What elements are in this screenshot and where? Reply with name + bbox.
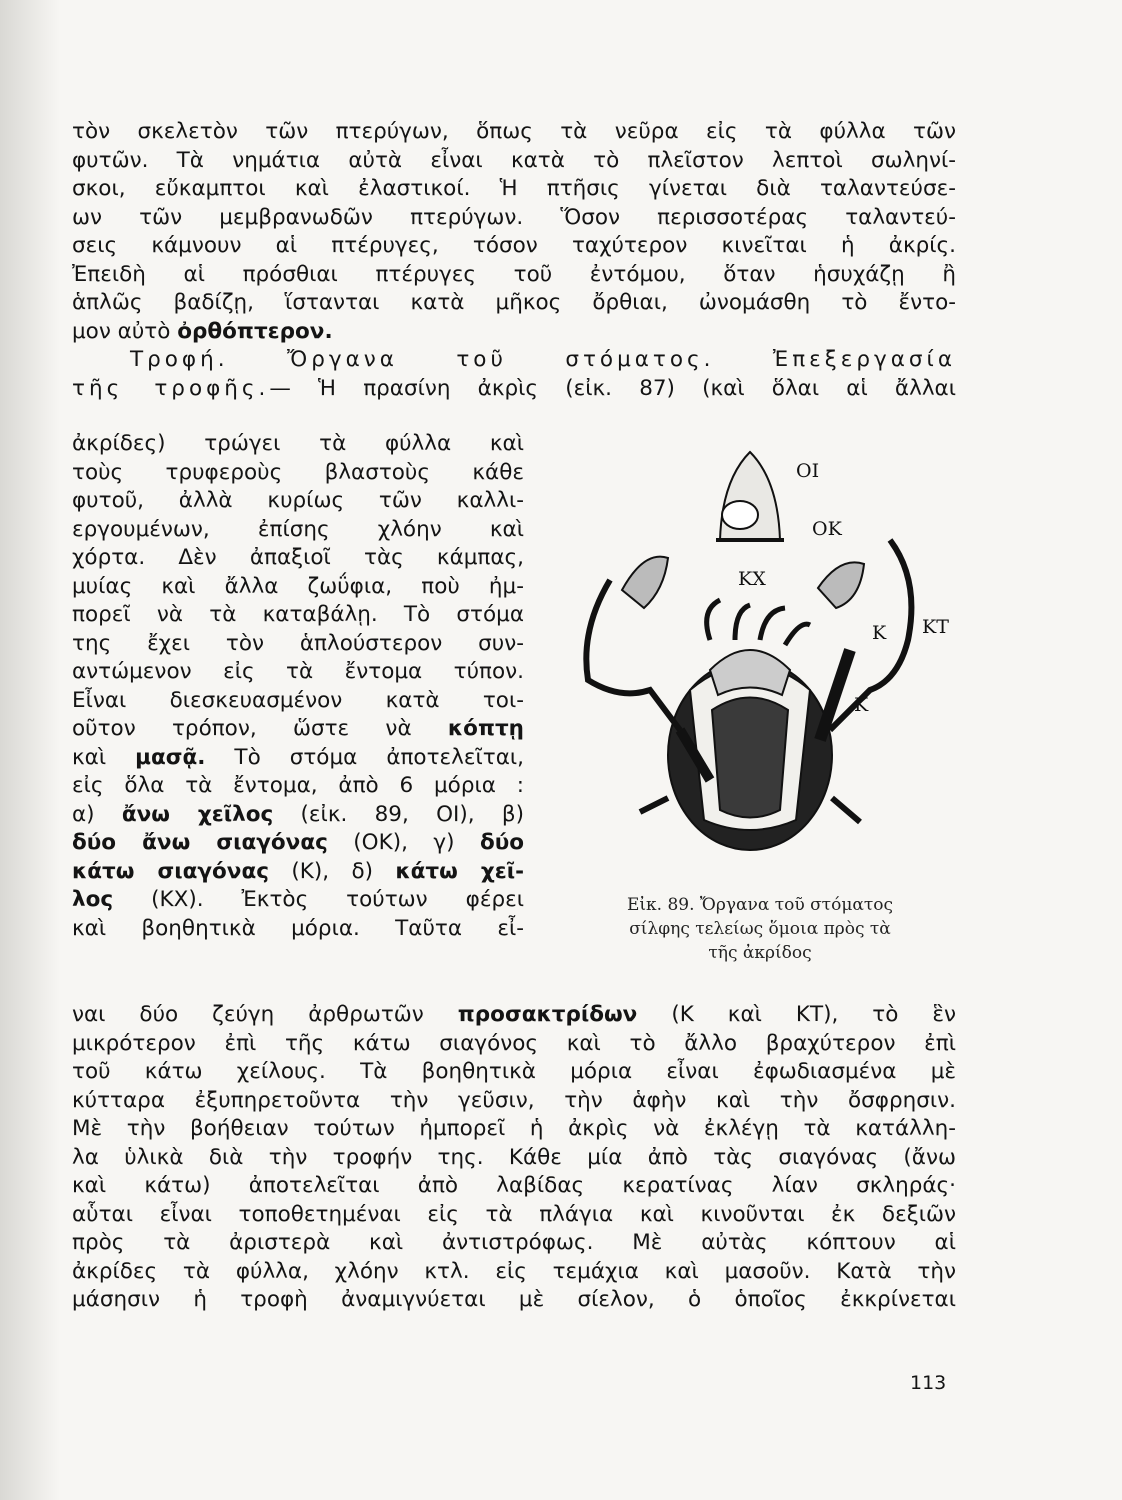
text-line: ων τῶν μεμβρανωδῶν πτερύγων. Ὅσον περισσοτέρας ταλαντεύ-	[72, 204, 956, 230]
text-line: κάτω σιαγόνας (Κ), δ) κάτω χεῖ-	[72, 858, 524, 884]
text-line: οῦτον τρόπον, ὥστε νὰ κόπτῃ	[72, 716, 524, 741]
top-text-block	[72, 118, 956, 403]
left-column-text	[72, 430, 524, 943]
lower-lip-shape	[710, 650, 790, 695]
text-line: της ἔχει τὸν ἁπλούστερον συν-	[72, 630, 524, 656]
text-line: φυτοῦ, ἀλλὰ κυρίως τῶν καλλι-	[72, 488, 524, 513]
text-line: τῆς τροφῆς.— Ἡ πρασίνη ἀκρὶς (εἰκ. 87) (καὶ ὅλαι αἱ ἄλλαι	[72, 375, 956, 401]
text-line: εἰς ὅλα τὰ ἔντομα, ἀπὸ 6 μόρια :	[72, 773, 524, 798]
figure-caption	[590, 893, 930, 965]
text-line: δύο ἄνω σιαγόνας (ΟΚ), γ) δύο	[72, 830, 524, 855]
text-line: σεις κάμνουν αἱ πτέρυγες, τόσον ταχύτερον κινεῖται ἡ ἀκρίς.	[72, 233, 956, 258]
text-line: τοὺς τρυφεροὺς βλαστοὺς κάθε	[72, 459, 524, 485]
section-heading: Τροφή. Ὄργανα τοῦ στόματος. Ἐπεξεργασία	[130, 347, 956, 372]
text-line: φυτῶν. Τὰ νημάτια αὐτὰ εἶναι κατὰ τὸ πλεῖστον λεπτοὶ σωληνί-	[72, 147, 956, 173]
label-upper-lip: ΟΙ	[796, 460, 820, 482]
text-line: σκοι, εὔκαμπτοι καὶ ἐλαστικοί. Ἡ πτῆσις γίνεται διὰ ταλαντεύσε-	[72, 176, 956, 201]
text-line: αὗται εἶναι τοποθετημέναι εἰς τὰ πλάγια καὶ κινοῦνται ἐκ δεξιῶν	[72, 1201, 956, 1227]
labial-palps	[707, 600, 810, 645]
text-line: καὶ κάτω) ἀποτελεῖται ἀπὸ λαβίδας κερατίνας λίαν σκληράς·	[72, 1173, 956, 1198]
right-mandible-shape	[818, 562, 864, 608]
label-upper-jaws: ΟΚ	[812, 518, 842, 540]
label-lower-lip: ΚΧ	[738, 568, 766, 590]
left-mandible-shape	[622, 557, 668, 608]
text-line: μυίας καὶ ἄλλα ζωΰφια, ποὺ ἠμ-	[72, 573, 524, 599]
text-line: χόρτα. Δὲν ἀπαξιοῖ τὰς κάμπας,	[72, 545, 524, 570]
caption-line: Εἰκ. 89. Ὄργανα τοῦ στόματος	[626, 895, 894, 915]
text-line: Μὲ τὴν βοήθειαν τούτων ἠμπορεῖ ἡ ἀκρὶς νὰ ἐκλέγῃ τὰ κατάλλη-	[72, 1116, 956, 1141]
text-line: ἀκρίδες τὰ φύλλα, χλόην κτλ. εἰς τεμάχια καὶ μασοῦν. Κατὰ τὴν	[72, 1258, 956, 1284]
text-line: καὶ μασᾷ. Τὸ στόμα ἀποτελεῖται,	[72, 744, 524, 770]
term-orthopteron: ὀρθόπτερον.	[177, 318, 333, 344]
text-line: πρὸς τὰ ἀριστερὰ καὶ ἀντιστρόφως. Μὲ αὐτὰς κόπτουν αἱ	[72, 1230, 956, 1255]
text-line: αντώμενον εἰς τὰ ἔντομα τύπον.	[72, 659, 524, 684]
text-line: λος (ΚΧ). Ἐκτὸς τούτων φέρει	[72, 887, 524, 912]
caption-line: τῆς ἀκρίδος	[708, 943, 812, 963]
text-line: ναι δύο ζεύγη ἀρθρωτῶν προσακτρίδων (Κ καὶ ΚΤ), τὸ ἓν	[72, 1002, 956, 1027]
left-palp	[586, 580, 680, 730]
bottom-text-block	[72, 1001, 956, 1315]
label-palps: ΚΤ	[922, 616, 949, 638]
text-line: Ἐπειδὴ αἱ πρόσθιαι πτέρυγες τοῦ ἐντόμου, ὅταν ἡσυχάζῃ ἢ	[72, 261, 956, 287]
text-line: ἀκρίδες) τρώγει τὰ φύλλα καὶ	[72, 431, 524, 456]
text-line: μάσησιν ἡ τροφὴ ἀναμιγνύεται μὲ σίελον, ὁ ὁποῖος ἐκκρίνεται	[72, 1287, 956, 1312]
caption-line: σίλφης τελείως ὅμοια πρὸς τὰ	[629, 919, 891, 939]
text-line: καὶ βοηθητικὰ μόρια. Ταῦτα εἶ-	[72, 915, 524, 941]
text-line: πορεῖ νὰ τὰ καταβάλῃ. Τὸ στόμα	[72, 602, 524, 627]
mouthparts-figure	[560, 440, 960, 880]
label-lower-jaws: Κ	[872, 622, 887, 644]
text-line: ἁπλῶς βαδίζῃ, ἵστανται κατὰ μῆκος ὄρθιαι, ὠνομάσθη τὸ ἔντο-	[72, 290, 956, 315]
text-line: εργουμένων, ἐπίσης χλόην καὶ	[72, 516, 524, 542]
text-line: κύτταρα ἐξυπηρετοῦντα τὴν γεῦσιν, τὴν ἁφὴν καὶ τὴν ὄσφρησιν.	[72, 1087, 956, 1113]
text-line: λα ὑλικὰ διὰ τὴν τροφήν της. Κάθε μία ἀπὸ τὰς σιαγόνας (ἄνω	[72, 1144, 956, 1170]
text-line: τὸν σκελετὸν τῶν πτερύγων, ὅπως τὰ νεῦρα εἰς τὰ φύλλα τῶν	[72, 119, 956, 144]
page-number: 113	[910, 1372, 947, 1394]
page-edge-shadow	[0, 0, 60, 1500]
text-line: Εἶναι διεσκευασμένον κατὰ τοι-	[72, 687, 524, 713]
mouthparts-illustration	[560, 440, 960, 880]
text-line: α) ἄνω χεῖλος (εἰκ. 89, ΟΙ), β)	[72, 801, 524, 827]
text-line: τοῦ κάτω χείλους. Τὰ βοηθητικὰ μόρια εἶναι ἐφωδιασμένα μὲ	[72, 1059, 956, 1084]
label-lower-jaw: Κ	[854, 694, 869, 716]
text-line: μον αὐτὸ ὀρθόπτερον.	[72, 318, 333, 344]
text-line: μικρότερον ἐπὶ τῆς κάτω σιαγόνος καὶ τὸ ἄλλο βραχύτερον ἐπὶ	[72, 1030, 956, 1056]
